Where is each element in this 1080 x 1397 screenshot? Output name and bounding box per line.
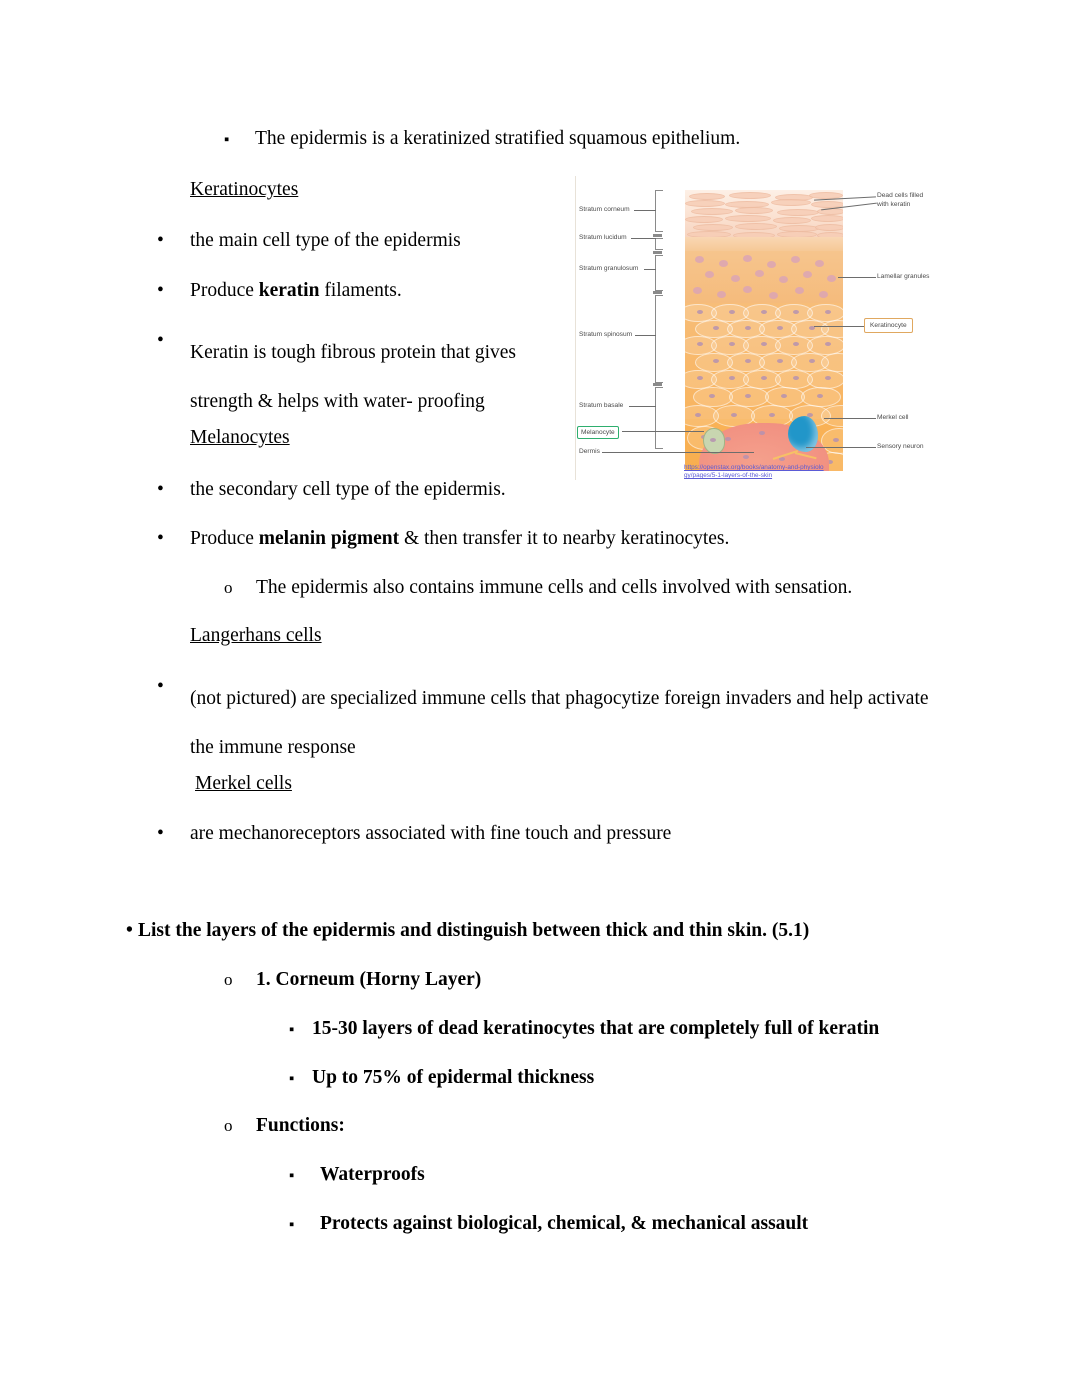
label-lamellar-granules: Lamellar granules bbox=[877, 273, 930, 280]
list-bullet-marker bbox=[157, 526, 164, 552]
bracket-lucidum bbox=[655, 238, 663, 250]
heading-merkel-cells: Merkel cells bbox=[195, 773, 292, 794]
label-stratum-lucidum: Stratum lucidum bbox=[579, 234, 627, 241]
heading-melanocytes: Melanocytes bbox=[190, 427, 290, 448]
bracket-corneum bbox=[655, 190, 663, 232]
leader-corneum bbox=[634, 210, 656, 211]
melanocyte-point-1: the secondary cell type of the epidermis. bbox=[190, 479, 506, 500]
label-dead-cells-line1: Dead cells filled bbox=[877, 192, 924, 199]
list-bullet-marker bbox=[157, 821, 164, 847]
figure-left-rule bbox=[575, 176, 576, 480]
merkel-point: are mechanoreceptors associated with fine touch and pressure bbox=[190, 823, 672, 844]
leader-keratinocyte bbox=[814, 326, 864, 327]
intro-bullet-marker bbox=[224, 126, 229, 153]
kp2-pre: Produce bbox=[190, 280, 259, 301]
label-stratum-basale: Stratum basale bbox=[579, 402, 624, 409]
list-bullet-marker bbox=[157, 228, 164, 254]
objective-item-2-label: Functions: bbox=[256, 1115, 345, 1136]
leader-lucidum bbox=[631, 238, 656, 239]
bracket-spinosum bbox=[655, 295, 663, 383]
label-merkel-cell: Merkel cell bbox=[877, 414, 909, 421]
label-keratinocyte: Keratinocyte bbox=[864, 318, 913, 333]
leader-spinosum bbox=[635, 335, 656, 336]
objective-item-1-child-1: 15-30 layers of dead keratinocytes that are completely full of keratin bbox=[312, 1018, 880, 1039]
leader-lamellar bbox=[838, 277, 876, 278]
leader-merkel-cell bbox=[824, 418, 876, 419]
leader-dermis bbox=[602, 452, 754, 453]
keratinocyte-point-2 bbox=[190, 278, 402, 304]
label-stratum-granulosum: Stratum granulosum bbox=[579, 265, 639, 272]
objective-item-1-label: 1. Corneum (Horny Layer) bbox=[256, 969, 482, 990]
label-dead-cells-line2: with keratin bbox=[877, 201, 911, 208]
objective-item-marker bbox=[224, 967, 233, 993]
label-dermis: Dermis bbox=[579, 448, 600, 455]
leader-sensory-neuron bbox=[806, 447, 876, 448]
objective-item-1-child-2: Up to 75% of epidermal thickness bbox=[312, 1067, 595, 1088]
objective-item-2-child-1: Waterproofs bbox=[320, 1164, 425, 1185]
label-sensory-neuron: Sensory neuron bbox=[877, 443, 924, 450]
langerhans-point: (not pictured) are specialized immune cells that phagocytize foreign invaders and help activate the immune response bbox=[190, 688, 929, 758]
label-stratum-corneum: Stratum corneum bbox=[579, 206, 630, 213]
melanocyte-point-2 bbox=[190, 526, 729, 552]
list-bullet-marker bbox=[157, 674, 164, 700]
tick-basale-top bbox=[653, 383, 662, 386]
leader-granulosum bbox=[644, 269, 656, 270]
objective-prompt: List the layers of the epidermis and distinguish between thick and thin skin. (5.1) bbox=[138, 920, 810, 941]
leader-melanocyte bbox=[622, 431, 704, 432]
keratinocyte-point-3: Keratin is tough fibrous protein that gives strength & helps with water- proofing bbox=[190, 342, 517, 412]
bracket-basale bbox=[655, 387, 663, 449]
objective-item-marker bbox=[224, 1113, 233, 1139]
mp2-pre: Produce bbox=[190, 528, 259, 549]
tick-spinosum-top bbox=[653, 291, 662, 294]
mp2-post: & then transfer it to nearby keratinocytes. bbox=[399, 528, 730, 549]
list-bullet-marker bbox=[157, 278, 164, 304]
objective-item-2-child-2: Protects against biological, chemical, & mechanical assault bbox=[320, 1213, 809, 1234]
sub-bullet-marker bbox=[224, 575, 233, 601]
sub-note-text: The epidermis also contains immune cells and cells involved with sensation. bbox=[256, 577, 853, 598]
objective-bullet-marker: • bbox=[126, 920, 133, 941]
label-stratum-spinosum: Stratum spinosum bbox=[579, 331, 633, 338]
skin-cross-section-artwork bbox=[685, 190, 843, 471]
kp2-bold: keratin bbox=[258, 280, 320, 301]
skin-layers-figure bbox=[574, 176, 930, 482]
objective-subitem-marker bbox=[289, 1065, 294, 1092]
list-bullet-marker bbox=[157, 328, 164, 354]
list-bullet-marker bbox=[157, 477, 164, 503]
intro-bullet-text: The epidermis is a keratinized stratified squamous epithelium. bbox=[255, 128, 741, 149]
melanocyte-cell-artwork bbox=[703, 428, 725, 454]
heading-keratinocytes: Keratinocytes bbox=[190, 179, 299, 200]
keratinocyte-point-1: the main cell type of the epidermis bbox=[190, 230, 461, 251]
objective-subitem-marker bbox=[289, 1211, 294, 1238]
bracket-granulosum bbox=[655, 255, 663, 291]
mp2-bold: melanin pigment bbox=[258, 528, 400, 549]
label-melanocyte: Melanocyte bbox=[577, 426, 619, 439]
tick-granulosum-top bbox=[653, 251, 662, 254]
objective-subitem-marker bbox=[289, 1016, 294, 1043]
kp2-post: filaments. bbox=[319, 280, 402, 301]
tick-lucidum-top bbox=[653, 234, 662, 237]
objective-subitem-marker bbox=[289, 1162, 294, 1189]
leader-basale bbox=[629, 406, 656, 407]
heading-langerhans: Langerhans cells bbox=[190, 625, 322, 646]
figure-source-link[interactable]: https://openstax.org/books/anatomy-and-physiology/pages/5-1-layers-of-the-skin bbox=[684, 464, 824, 480]
